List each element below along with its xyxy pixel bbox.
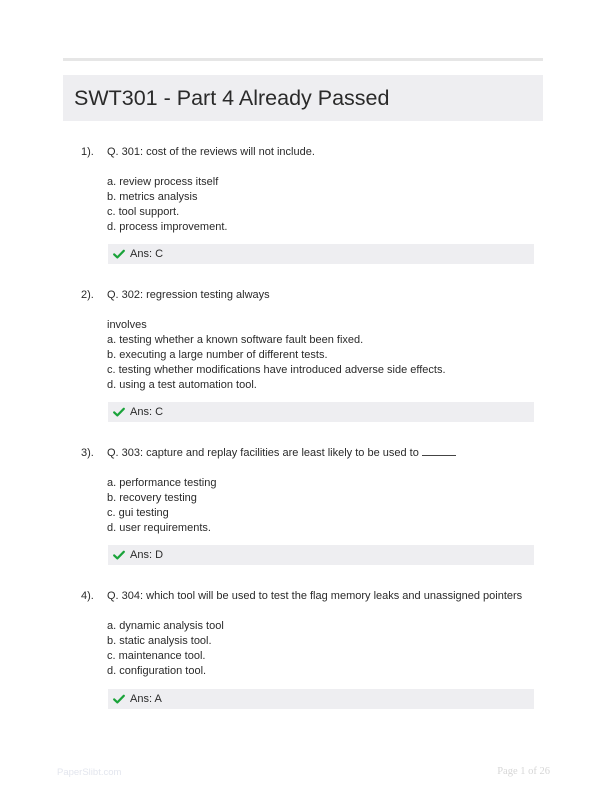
question-text xyxy=(107,446,537,461)
option-a: a. testing whether a known software fault been fixed. xyxy=(107,334,364,346)
option-list xyxy=(107,476,537,536)
option-b: b. static analysis tool. xyxy=(107,635,212,647)
question-body xyxy=(107,288,537,393)
answer-text: Ans: C xyxy=(130,406,164,418)
option-d: d. process improvement. xyxy=(107,221,228,233)
check-icon xyxy=(113,248,125,260)
question-text-content: Q. 303: capture and replay facilities are least likely to be used to xyxy=(107,447,419,459)
question-body xyxy=(107,589,537,679)
option-b: b. metrics analysis xyxy=(107,191,198,203)
option-d: d. configuration tool. xyxy=(107,665,207,677)
answer-bar xyxy=(108,244,534,264)
option-a: a. performance testing xyxy=(107,477,217,489)
option-a: a. review process itself xyxy=(107,176,219,188)
question-number: 3). xyxy=(81,447,94,459)
option-a: a. dynamic analysis tool xyxy=(107,620,224,632)
answer-bar xyxy=(108,545,534,565)
check-icon xyxy=(113,693,125,705)
option-list xyxy=(107,333,537,393)
fill-in-blank xyxy=(422,446,456,456)
option-d: d. using a test automation tool. xyxy=(107,379,257,391)
option-list xyxy=(107,619,537,679)
option-c: c. gui testing xyxy=(107,507,169,519)
option-b: b. recovery testing xyxy=(107,492,197,504)
footer-watermark: PaperSlibt.com xyxy=(57,767,122,778)
answer-text: Ans: D xyxy=(130,549,164,561)
option-c: c. maintenance tool. xyxy=(107,650,206,662)
title-bar xyxy=(63,75,543,121)
check-icon xyxy=(113,406,125,418)
check-icon xyxy=(113,549,125,561)
question-text: Q. 301: cost of the reviews will not include. xyxy=(107,146,315,158)
option-b: b. executing a large number of different tests. xyxy=(107,349,328,361)
option-c: c. tool support. xyxy=(107,206,180,218)
question-number: 2). xyxy=(81,289,94,301)
question-number: 4). xyxy=(81,590,94,602)
answer-text: Ans: C xyxy=(130,248,164,260)
answer-bar xyxy=(108,402,534,422)
question-text: Q. 304: which tool will be used to test the flag memory leaks and unassigned pointers xyxy=(107,590,523,602)
page-title: SWT301 - Part 4 Already Passed xyxy=(74,86,390,110)
option-c: c. testing whether modifications have introduced adverse side effects. xyxy=(107,364,446,376)
question-body xyxy=(107,145,537,235)
question-text-continued: involves xyxy=(107,319,147,331)
answer-text: Ans: A xyxy=(130,693,162,705)
option-list xyxy=(107,175,537,235)
top-divider xyxy=(63,58,543,61)
question-text: Q. 302: regression testing always xyxy=(107,289,270,301)
page-indicator: Page 1 of 26 xyxy=(497,766,550,777)
question-number: 1). xyxy=(81,146,94,158)
answer-bar xyxy=(108,689,534,709)
question-body xyxy=(107,446,537,536)
option-d: d. user requirements. xyxy=(107,522,211,534)
